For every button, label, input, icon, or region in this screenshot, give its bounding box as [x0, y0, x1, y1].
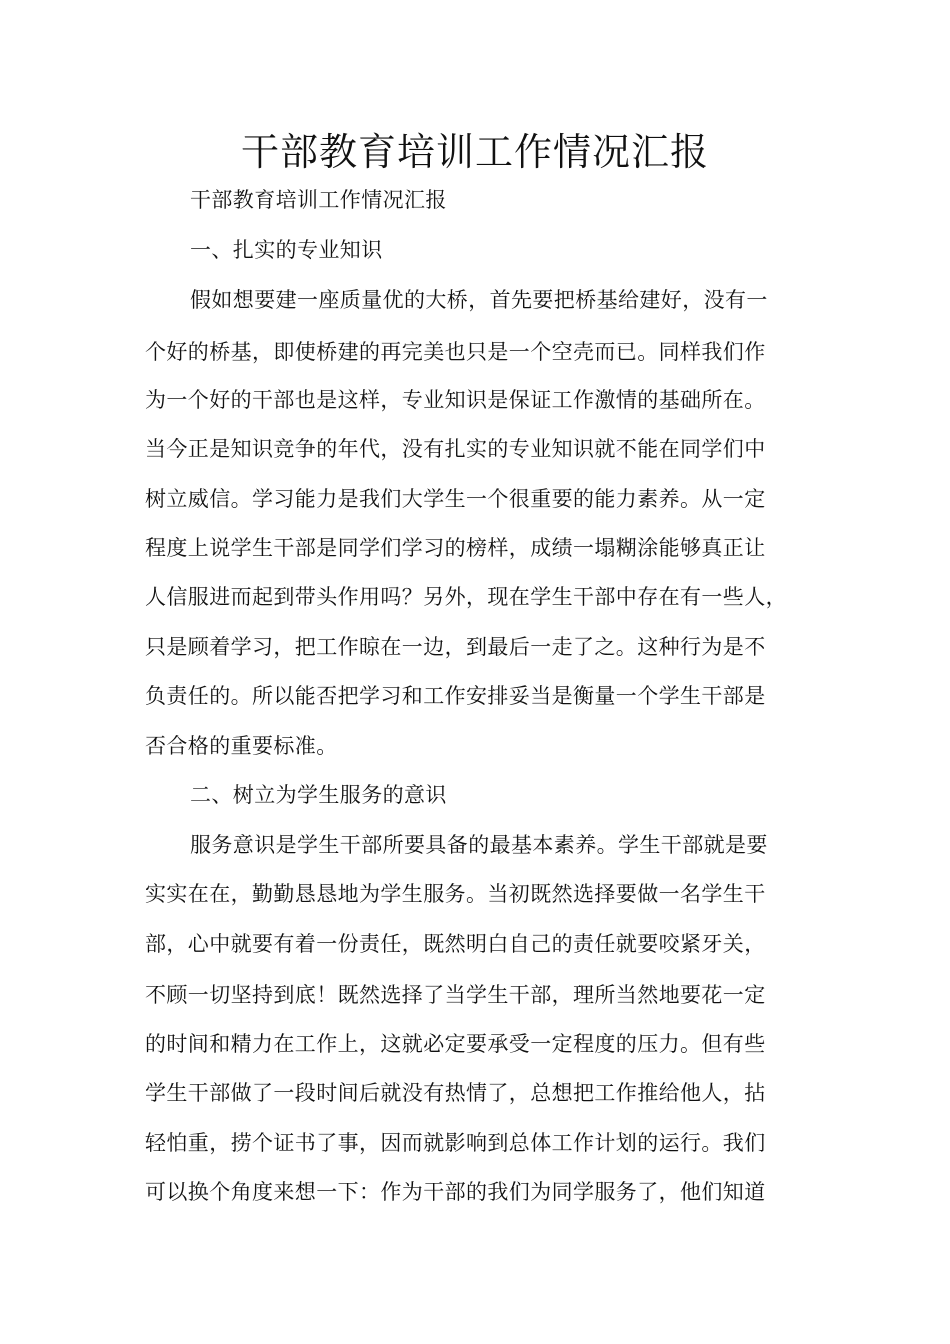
paragraph-line: 轻怕重，捞个证书了事，因而就影响到总体工作计划的运行。我们 — [145, 1131, 766, 1155]
paragraph-line: 假如想要建一座质量优的大桥，首先要把桥基给建好，没有一 — [190, 288, 768, 312]
paragraph-line: 否合格的重要标准。 — [145, 734, 338, 758]
paragraph-line: 负责任的。所以能否把学习和工作安排妥当是衡量一个学生干部是 — [145, 684, 766, 708]
paragraph-line: 可以换个角度来想一下：作为干部的我们为同学服务了，他们知道 — [145, 1180, 766, 1204]
paragraph-line: 树立威信。学习能力是我们大学生一个很重要的能力素养。从一定 — [145, 487, 766, 511]
paragraph-line: 当今正是知识竞争的年代，没有扎实的专业知识就不能在同学们中 — [145, 437, 766, 461]
paragraph-line: 实实在在，勤勤恳恳地为学生服务。当初既然选择要做一名学生干 — [145, 882, 766, 906]
section-heading-1: 一、扎实的专业知识 — [190, 238, 383, 262]
paragraph-line: 服务意识是学生干部所要具备的最基本素养。学生干部就是要 — [190, 833, 768, 857]
subtitle-line: 干部教育培训工作情况汇报 — [190, 188, 447, 212]
paragraph-line: 部，心中就要有着一份责任，既然明白自己的责任就要咬紧牙关， — [145, 932, 766, 956]
section-heading-2: 二、树立为学生服务的意识 — [190, 783, 447, 807]
paragraph-line: 程度上说学生干部是同学们学习的榜样，成绩一塌糊涂能够真正让 — [145, 536, 766, 560]
paragraph-line: 的时间和精力在工作上，这就必定要承受一定程度的压力。但有些 — [145, 1032, 766, 1056]
paragraph-line: 个好的桥基，即使桥建的再完美也只是一个空壳而已。同样我们作 — [145, 340, 766, 364]
document-title: 干部教育培训工作情况汇报 — [240, 130, 709, 174]
paragraph-line: 学生干部做了一段时间后就没有热情了，总想把工作推给他人，拈 — [145, 1081, 766, 1105]
paragraph-line: 人信服进而起到带头作用吗？另外，现在学生干部中存在有一些人， — [145, 585, 787, 609]
paragraph-line: 不顾一切坚持到底！既然选择了当学生干部，理所当然地要花一定 — [145, 983, 766, 1007]
paragraph-line: 为一个好的干部也是这样，专业知识是保证工作激情的基础所在。 — [145, 388, 766, 412]
paragraph-line: 只是顾着学习，把工作晾在一边，到最后一走了之。这种行为是不 — [145, 635, 766, 659]
